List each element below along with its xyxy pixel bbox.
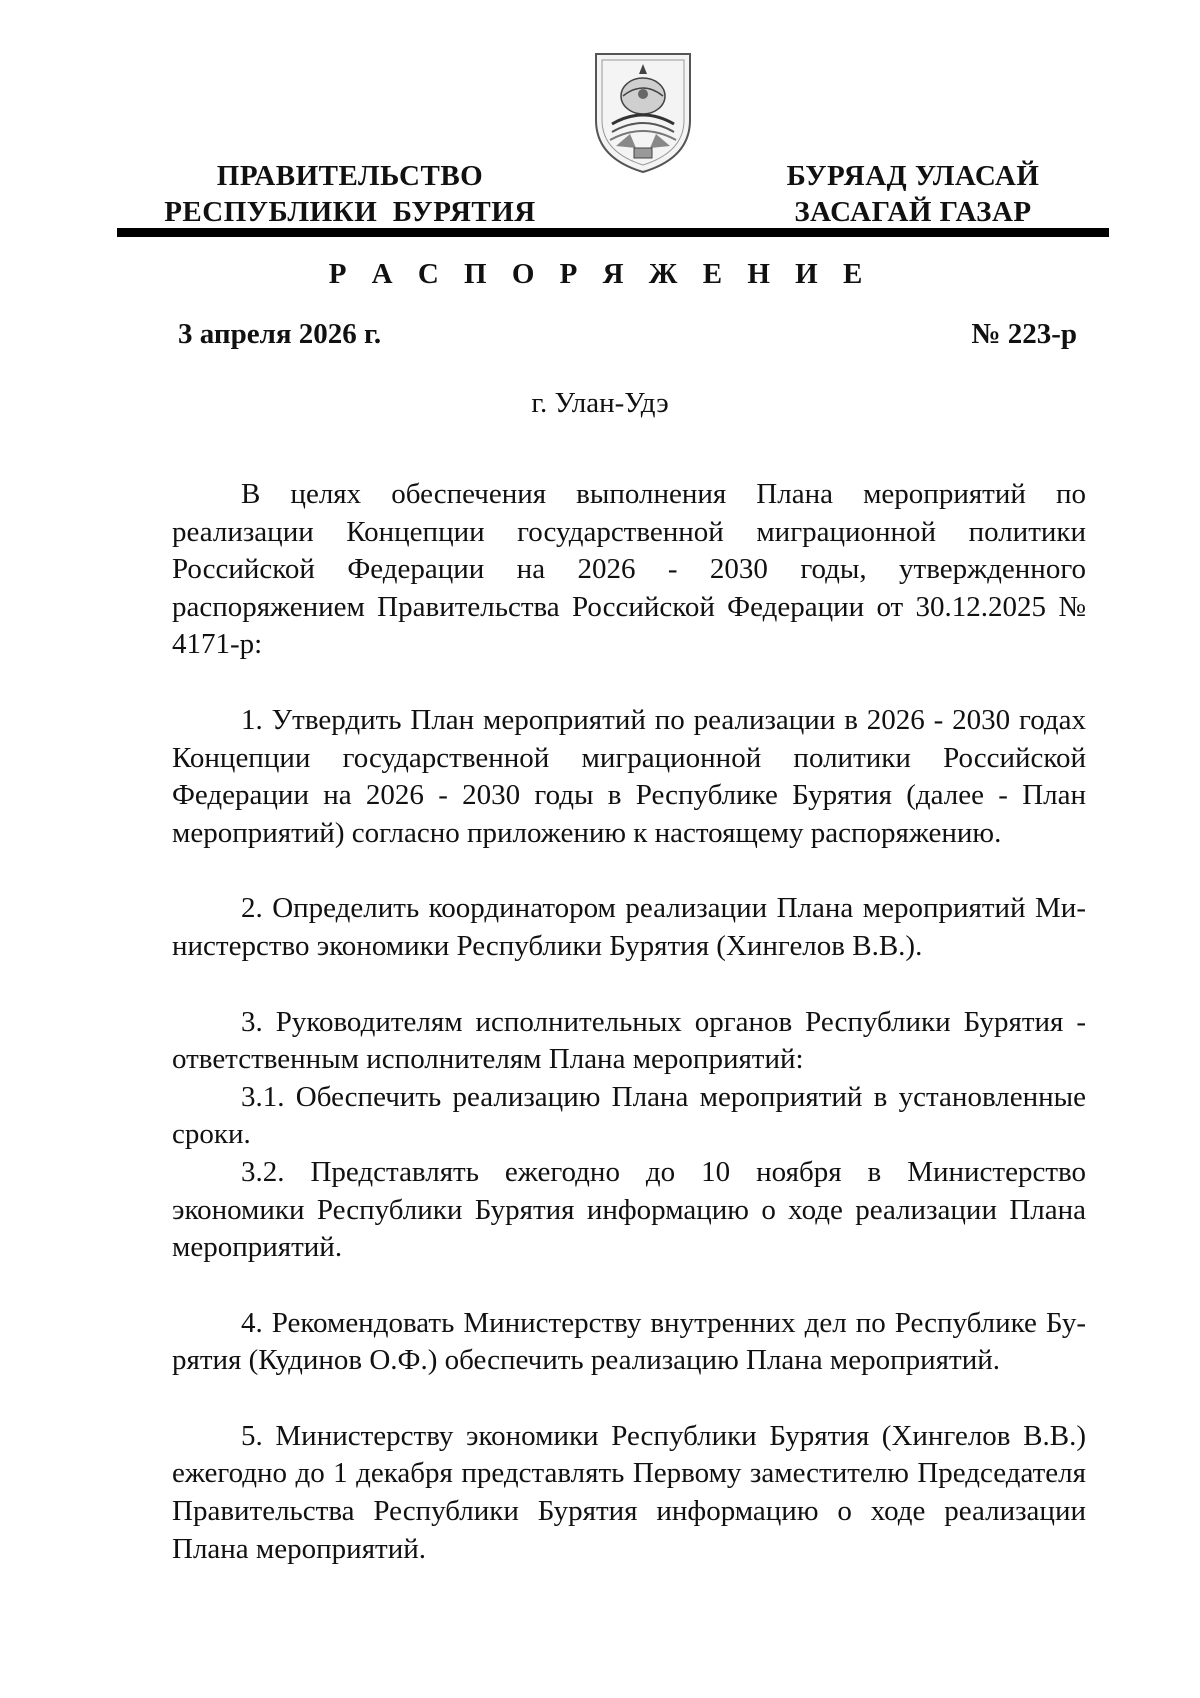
document-city: г. Улан-Удэ bbox=[531, 387, 669, 419]
org-name-buryat-line-1: БУРЯАД УЛАСАЙ bbox=[786, 160, 1040, 192]
document-body bbox=[172, 476, 1086, 1568]
org-name-buryat bbox=[748, 158, 1078, 230]
coat-of-arms-icon bbox=[590, 50, 696, 176]
org-name-russian-line-1: ПРАВИТЕЛЬСТВО bbox=[216, 160, 484, 192]
document-date: 3 апреля 2026 г. bbox=[178, 318, 382, 350]
clause-2: 2. Определить координатором реализации Плана мероприятий Министерство экономики Республики Бурятия (Хингелов В.В.). bbox=[172, 892, 1086, 962]
header-divider bbox=[117, 228, 1109, 237]
org-name-russian bbox=[150, 158, 550, 230]
clause-3-1: 3.1. Обеспечить реализацию Плана мероприятий в установленные сроки. bbox=[172, 1080, 1086, 1151]
clause-3-2: 3.2. Представлять ежегодно до 10 ноября в Министерство экономики Республики Бурятия информацию о ходе реализации Плана мероприятий. bbox=[172, 1155, 1086, 1264]
clause-3: 3. Руководителям исполнительных органов Республики Бурятия - ответственным исполнителям Плана мероприятий: bbox=[172, 1005, 1086, 1076]
clause-5: 5. Министерству экономики Республики Бурятия (Хингелов В.В.) ежегодно до 1 декабря представлять Первому заместителю Председателя Правительства Республики Бурятия информацию о ходе реализации Плана мероприятий. bbox=[172, 1419, 1086, 1565]
clause-4: 4. Рекомендовать Министерству внутренних дел по Республике Бурятия (Кудинов О.Ф.) обеспечить реализацию Плана мероприятий. bbox=[172, 1306, 1086, 1377]
preamble-paragraph: В целях обеспечения выполнения Плана мероприятий по реализации Концепции государственной миграционной политики Российской Федерации на 2026 - 2030 годы, утвержденного распоряжением Правительства Российской Федерации от 30.12.2025 № 4171-р: bbox=[172, 478, 1086, 661]
document-number: № 223-р bbox=[971, 318, 1077, 350]
org-name-russian-line-2: РЕСПУБЛИКИ БУРЯТИЯ bbox=[164, 196, 536, 228]
document-type-title: Р А С П О Р Я Ж Е Н И Е bbox=[328, 258, 872, 290]
clause-1: 1. Утвердить План мероприятий по реализации в 2026 - 2030 годах Концепции государственной миграционной политики Российской Федерации на 2026 - 2030 годы в Республике Бурятия (далее - План мероприятий) согласно приложению к настоящему распоряжению. bbox=[172, 703, 1086, 849]
org-name-buryat-line-2: ЗАСАГАЙ ГАЗАР bbox=[794, 196, 1032, 228]
